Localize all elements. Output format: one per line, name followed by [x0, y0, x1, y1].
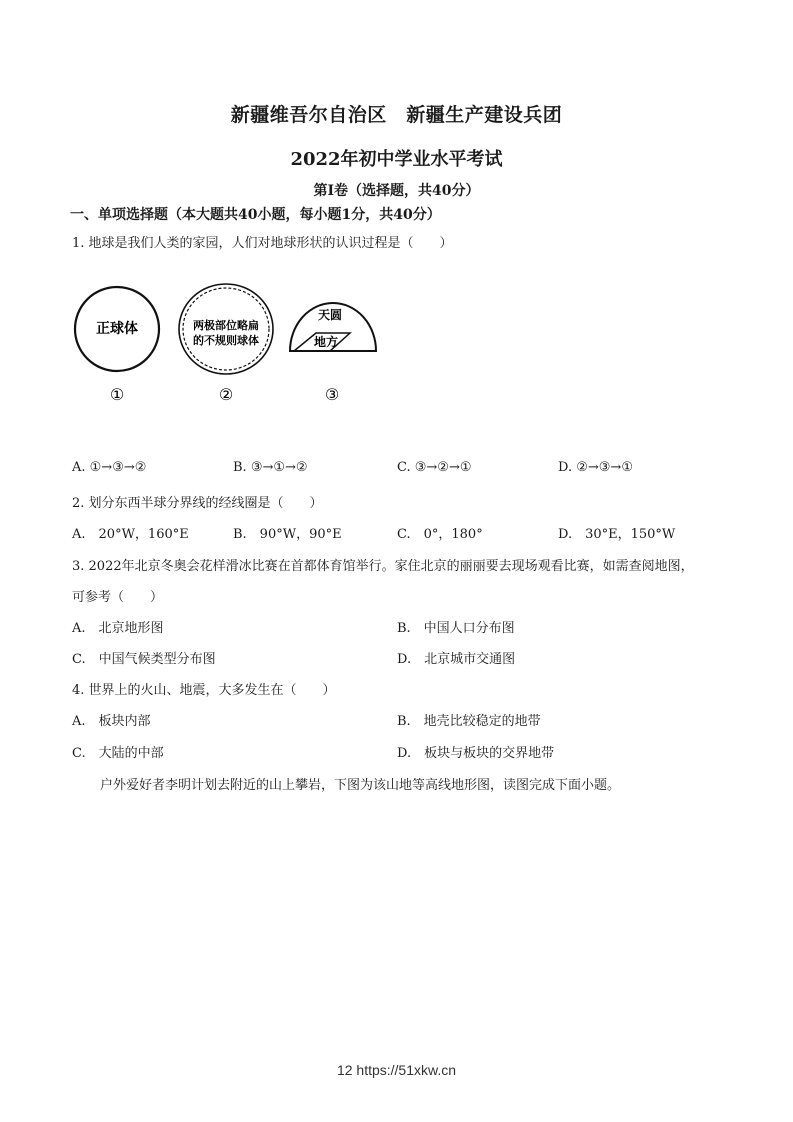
q4-option-d[interactable]: D. 板块与板块的交界地带: [397, 746, 555, 761]
page-footer: 12 https://51xkw.cn: [336, 1062, 457, 1078]
oblate-label-line1: 两极部位略扁: [193, 319, 259, 332]
q2-option-d[interactable]: D. 30°E，150°W: [558, 527, 676, 542]
volume-heading: 第Ⅰ卷（选择题，共40分）: [313, 183, 480, 199]
question-1-text: 1. 地球是我们人类的家园，人们对地球形状的认识过程是（ ）: [72, 236, 453, 251]
q1-option-a[interactable]: A. ①→③→②: [72, 460, 147, 475]
figure-number-1: ①: [109, 385, 125, 404]
sphere-label: 正球体: [96, 321, 138, 337]
q2-option-b[interactable]: B. 90°W，90°E: [233, 527, 342, 542]
q4-option-c[interactable]: C. 大陆的中部: [72, 746, 164, 761]
earth-shape-figure: [60, 275, 400, 415]
q2-option-a[interactable]: A. 20°W，160°E: [72, 527, 189, 542]
q4-option-a[interactable]: A. 板块内部: [72, 714, 151, 729]
contour-map-intro: 户外爱好者李明计划去附近的山上攀岩，下图为该山地等高线地形图，读图完成下面小题。: [100, 778, 621, 793]
q1-option-d[interactable]: D. ②→③→①: [558, 460, 633, 475]
oblate-label-line2: 的不规则球体: [193, 334, 259, 347]
q4-option-b[interactable]: B. 地壳比较稳定的地带: [397, 714, 541, 729]
q3-option-a[interactable]: A. 北京地形图: [72, 621, 164, 636]
question-4-text: 4. 世界上的火山、地震，大多发生在（ ）: [72, 683, 336, 698]
q3-option-b[interactable]: B. 中国人口分布图: [397, 621, 515, 636]
dome-bottom-label: 地方: [313, 335, 339, 349]
q3-option-c[interactable]: C. 中国气候类型分布图: [72, 652, 216, 667]
question-3-text-line1: 3. 2022年北京冬奥会花样滑冰比赛在首都体育馆举行。家住北京的丽丽要去现场观看比赛，如需查阅地图，: [72, 559, 694, 574]
exam-title-year: 2022年初中学业水平考试: [290, 149, 503, 170]
question-3-text-line2: 可参考（ ）: [72, 590, 164, 605]
figure-number-2: ②: [218, 385, 234, 404]
section-heading: 一、单项选择题（本大题共40小题，每小题1分，共40分）: [70, 207, 441, 223]
figure-number-3: ③: [324, 385, 340, 404]
q1-option-b[interactable]: B. ③→①→②: [233, 460, 308, 475]
exam-title-region: 新疆维吾尔自治区 新疆生产建设兵团: [230, 104, 563, 126]
q2-option-c[interactable]: C. 0°，180°: [397, 527, 483, 542]
question-2-text: 2. 划分东西半球分界线的经线圈是（ ）: [72, 496, 323, 511]
q3-option-d[interactable]: D. 北京城市交通图: [397, 652, 516, 667]
dome-top-label: 天圆: [317, 308, 343, 322]
q1-option-c[interactable]: C. ③→②→①: [397, 460, 472, 475]
